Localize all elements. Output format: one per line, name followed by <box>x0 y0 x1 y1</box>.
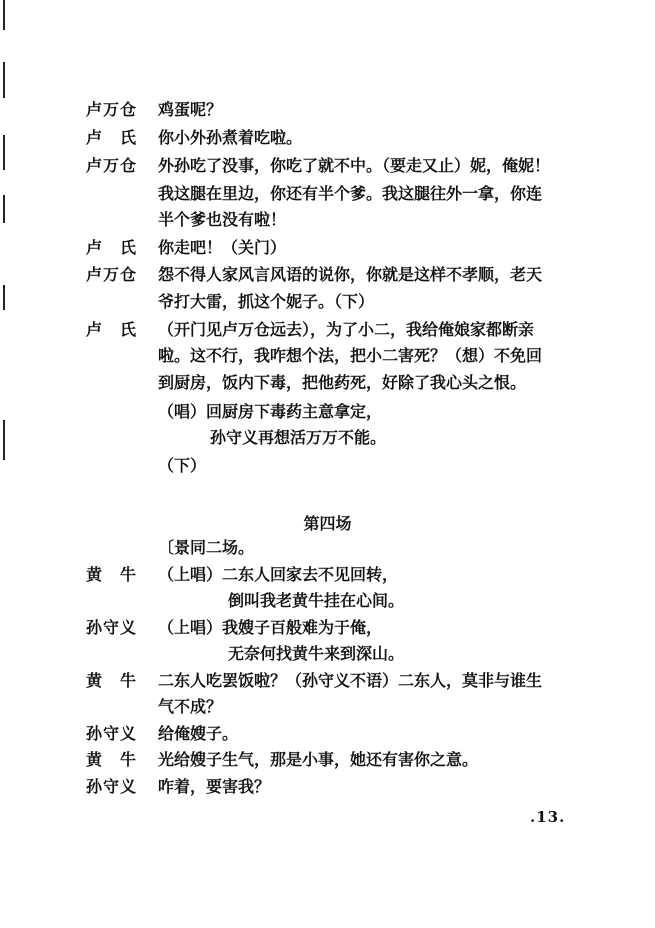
dialogue-text: 我这腿在里边，你还有半个爹。我这腿往外一拿，你连 <box>158 184 543 203</box>
speaker: 卢万仓 <box>86 156 138 175</box>
dialogue-text: （上唱）二东人回家去不见回转， <box>158 565 399 584</box>
dialogue-text: 孙守义再想活万万不能。 <box>210 428 387 447</box>
dialogue-text: 外孙吃了没事，你吃了就不中。（要走又止）妮，俺妮！ <box>158 156 551 175</box>
dialogue-text: 到厨房，饭内下毒，把他药死，好除了我心头之恨。 <box>158 373 527 392</box>
dialogue-text: 给俺嫂子。 <box>158 724 239 743</box>
dialogue-text: 怨不得人家风言风语的说你，你就是这样不孝顺，老天 <box>158 265 543 284</box>
dialogue-text: 气不成？ <box>158 697 223 716</box>
dialogue-text: 光给嫂子生气，那是小事，她还有害你之意。 <box>158 750 479 769</box>
dialogue-text: （上唱）我嫂子百般难为于俺， <box>158 618 383 637</box>
dialogue-text: 半个爹也没有啦！ <box>158 210 287 229</box>
stage-direction: 〔景同二场。 <box>158 538 255 557</box>
speaker: 黄 牛 <box>86 671 138 690</box>
speaker: 卢 氏 <box>86 128 138 147</box>
dialogue-text: 爷打大雷，抓这个妮子。（下） <box>158 292 375 311</box>
edge-mark <box>3 135 5 170</box>
speaker: 孙守义 <box>86 777 138 796</box>
dialogue-text: （下） <box>158 456 207 475</box>
dialogue-text: 咋着，要害我？ <box>158 777 271 796</box>
dialogue-text: 啦。这不行，我咋想个法，把小二害死？（想）不免回 <box>158 346 543 365</box>
speaker: 卢万仓 <box>86 100 138 119</box>
dialogue-text: 你走吧！（关门） <box>158 238 287 257</box>
edge-mark <box>3 420 5 460</box>
edge-mark <box>3 195 5 223</box>
speaker: 卢 氏 <box>86 320 138 339</box>
dialogue-text: 鸡蛋呢？ <box>158 100 223 119</box>
speaker: 卢 氏 <box>86 238 138 257</box>
speaker: 孙守义 <box>86 724 138 743</box>
dialogue-text: （唱）回厨房下毒药主意拿定， <box>158 402 383 421</box>
edge-mark <box>3 0 5 30</box>
dialogue-text: 无奈何找黄牛来到深山。 <box>228 644 405 663</box>
dialogue-text: 二东人吃罢饭啦？（孙守义不语）二东人，莫非与谁生 <box>158 671 543 690</box>
speaker: 孙守义 <box>86 618 138 637</box>
dialogue-text: 倒叫我老黄牛挂在心间。 <box>228 591 405 610</box>
dialogue-text: （开门见卢万仓远去），为了小二，我给俺娘家都断亲 <box>158 320 535 339</box>
edge-mark <box>3 285 5 310</box>
speaker: 黄 牛 <box>86 750 138 769</box>
page-number: .13. <box>530 808 566 826</box>
edge-mark <box>3 62 5 98</box>
scene-title: 第四场 <box>303 514 352 533</box>
speaker: 黄 牛 <box>86 565 138 584</box>
dialogue-text: 你小外孙煮着吃啦。 <box>158 128 303 147</box>
speaker: 卢万仓 <box>86 265 138 284</box>
